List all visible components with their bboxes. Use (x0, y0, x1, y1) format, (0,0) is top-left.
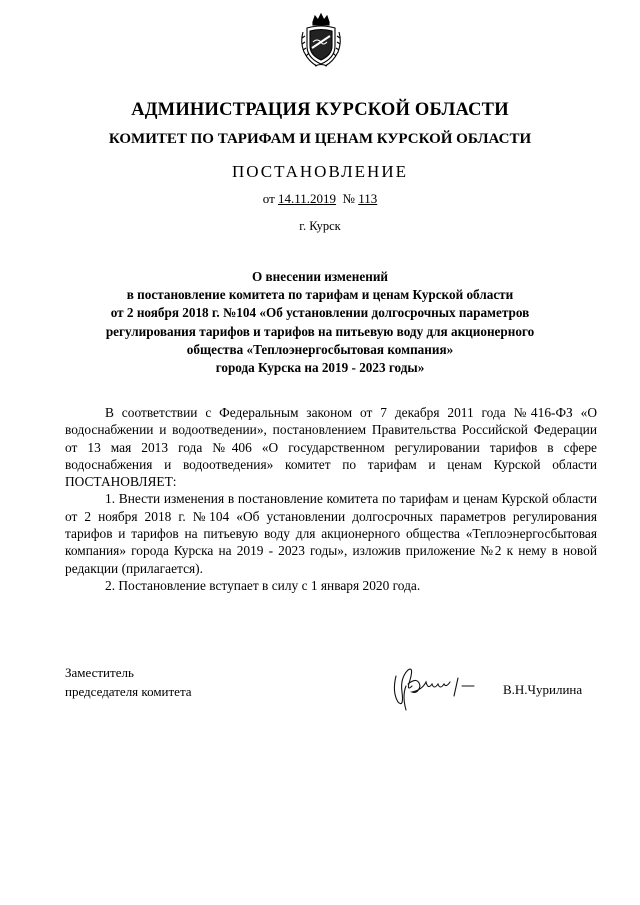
date-number-line (40, 191, 600, 207)
administration-heading: АДМИНИСТРАЦИЯ КУРСКОЙ ОБЛАСТИ (131, 100, 509, 120)
document-type: ПОСТАНОВЛЕНИЕ (231, 162, 408, 181)
document-number: 113 (358, 191, 378, 206)
number-prefix: № (342, 191, 359, 206)
document-date: 14.11.2019 (278, 191, 337, 206)
title-line: О внесении изменений (251, 269, 389, 284)
signer-position (65, 664, 192, 701)
item-1-paragraph: 1. Внести изменения в постановление комитета по тарифам и ценам Курской области от 2 ноября 2018 г. №104 «Об установлении долгосрочных параметров регулирования тарифов и тарифов на питьевую воду для акционерного общества «Теплоэнергосбытовая компания» города Курска на 2019 - 2023 годы», изложив приложение №2 к нему в новой редакции (прилагается). (65, 491, 597, 576)
document-body (65, 404, 597, 594)
handwritten-signature-icon (388, 656, 488, 716)
title-line: города Курска на 2019 - 2023 годы» (215, 360, 425, 376)
city: г. Курск (299, 219, 341, 233)
title-line: в постановление комитета по тарифам и ценам Курской области (126, 287, 514, 303)
signer-position-line: Заместитель (65, 665, 134, 680)
title-line: от 2 ноября 2018 г. №104 «Об установлении долгосрочных параметров (110, 305, 530, 321)
committee-heading: КОМИТЕТ ПО ТАРИФАМ И ЦЕНАМ КУРСКОЙ ОБЛАСТИ (108, 131, 532, 147)
title-line: общества «Теплоэнергосбытовая компания» (186, 341, 454, 357)
preamble-paragraph: В соответствии с Федеральным законом от 7 декабря 2011 года №416-ФЗ «О водоснабжении и водоотведении», постановлением Правительства Российской Федерации от 13 мая 2013 года №406 «О государственном регулировании тарифов в сфере водоснабжения и водоотведения» комитет по тарифам и ценам Курской области ПОСТАНОВЛЯЕТ: (65, 405, 597, 490)
item-2-paragraph: 2. Постановление вступает в силу с 1 января 2020 года. (105, 577, 421, 593)
signer-position-line: председателя комитета (65, 683, 192, 699)
signer-name: В.Н.Чурилина (503, 682, 583, 697)
document-title (40, 268, 600, 377)
coat-of-arms-icon (299, 12, 343, 68)
title-line: регулирования тарифов и тарифов на питьевую воду для акционерного (105, 323, 535, 339)
date-prefix: от (262, 191, 279, 206)
